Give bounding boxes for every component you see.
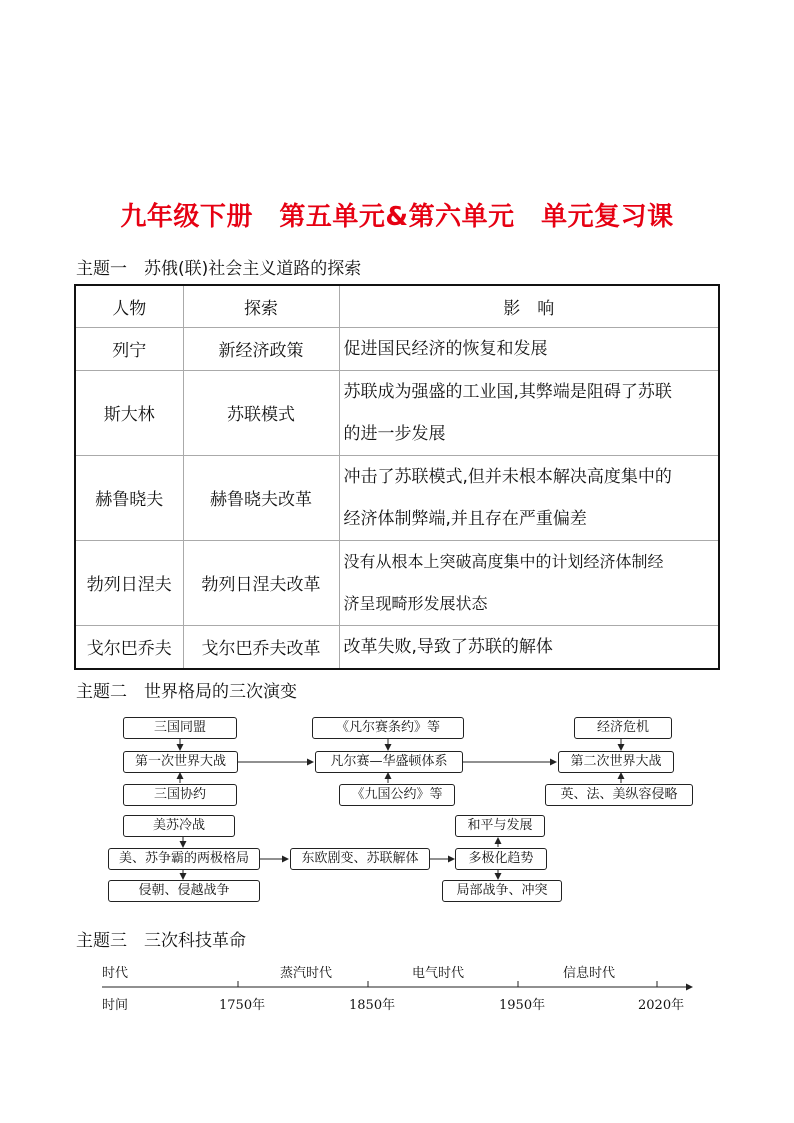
impact-line: 改革失败,导致了苏联的解体 [343,636,553,657]
header-explore: 探索 [183,285,339,327]
box-triple-entente: 三国协约 [123,784,237,806]
box-cold-war: 美苏冷战 [123,815,235,837]
person-cell: 戈尔巴乔夫 [75,625,183,669]
box-eastern-europe-collapse: 东欧剧变、苏联解体 [290,848,430,870]
page-title: 九年级下册 第五单元&第六单元 单元复习课 [120,202,674,232]
impact-line: 经济体制弊端,并且存在严重偏差 [343,508,587,529]
year-1850: 1850年 [349,998,396,1013]
box-versailles-treaty: 《凡尔赛条约》等 [312,717,464,739]
box-nine-power-treaty: 《九国公约》等 [339,784,455,806]
era-electric: 电气时代 [412,966,465,981]
header-impact: 影 响 [339,285,719,327]
box-economic-crisis: 经济危机 [574,717,672,739]
explore-cell: 新经济政策 [183,327,339,370]
box-multipolarization: 多极化趋势 [455,848,547,870]
impact-line: 苏联成为强盛的工业国,其弊端是阻碍了苏联 [343,381,672,402]
box-korea-vietnam-wars: 侵朝、侵越战争 [108,880,260,902]
box-peace-development: 和平与发展 [455,815,545,837]
impact-line: 没有从根本上突破高度集中的计划经济体制经 [343,551,664,571]
impact-line: 冲击了苏联模式,但并未根本解决高度集中的 [343,466,672,487]
impact-line: 的进一步发展 [343,423,446,444]
time-row-label: 时间 [102,998,129,1013]
era-information: 信息时代 [563,966,616,981]
box-triple-alliance: 三国同盟 [123,717,237,739]
box-bipolar-pattern: 美、苏争霸的两极格局 [108,848,260,870]
era-steam: 蒸汽时代 [280,966,333,981]
person-cell: 列宁 [75,327,183,370]
impact-line: 济呈现畸形发展状态 [343,593,488,613]
theme1-heading: 主题一 苏俄(联)社会主义道路的探索 [76,259,362,279]
header-person: 人物 [75,285,183,327]
impact-line: 促进国民经济的恢复和发展 [343,338,548,359]
theme3-heading: 主题三 三次科技革命 [76,931,246,951]
explore-cell: 苏联模式 [183,370,339,455]
theme2-heading: 主题二 世界格局的三次演变 [76,682,297,702]
box-versailles-washington-system: 凡尔赛—华盛顿体系 [315,751,463,773]
person-cell: 勃列日涅夫 [75,540,183,625]
explore-cell: 戈尔巴乔夫改革 [183,625,339,669]
box-local-conflicts: 局部战争、冲突 [442,880,562,902]
person-cell: 斯大林 [75,370,183,455]
year-2020: 2020年 [638,998,685,1013]
year-1750: 1750年 [219,998,266,1013]
person-cell: 赫鲁晓夫 [75,455,183,540]
era-row-label: 时代 [102,966,129,981]
explore-cell: 赫鲁晓夫改革 [183,455,339,540]
explore-cell: 勃列日涅夫改革 [183,540,339,625]
box-ww2: 第二次世界大战 [558,751,674,773]
box-appeasement: 英、法、美纵容侵略 [545,784,693,806]
box-ww1: 第一次世界大战 [123,751,238,773]
year-1950: 1950年 [499,998,546,1013]
